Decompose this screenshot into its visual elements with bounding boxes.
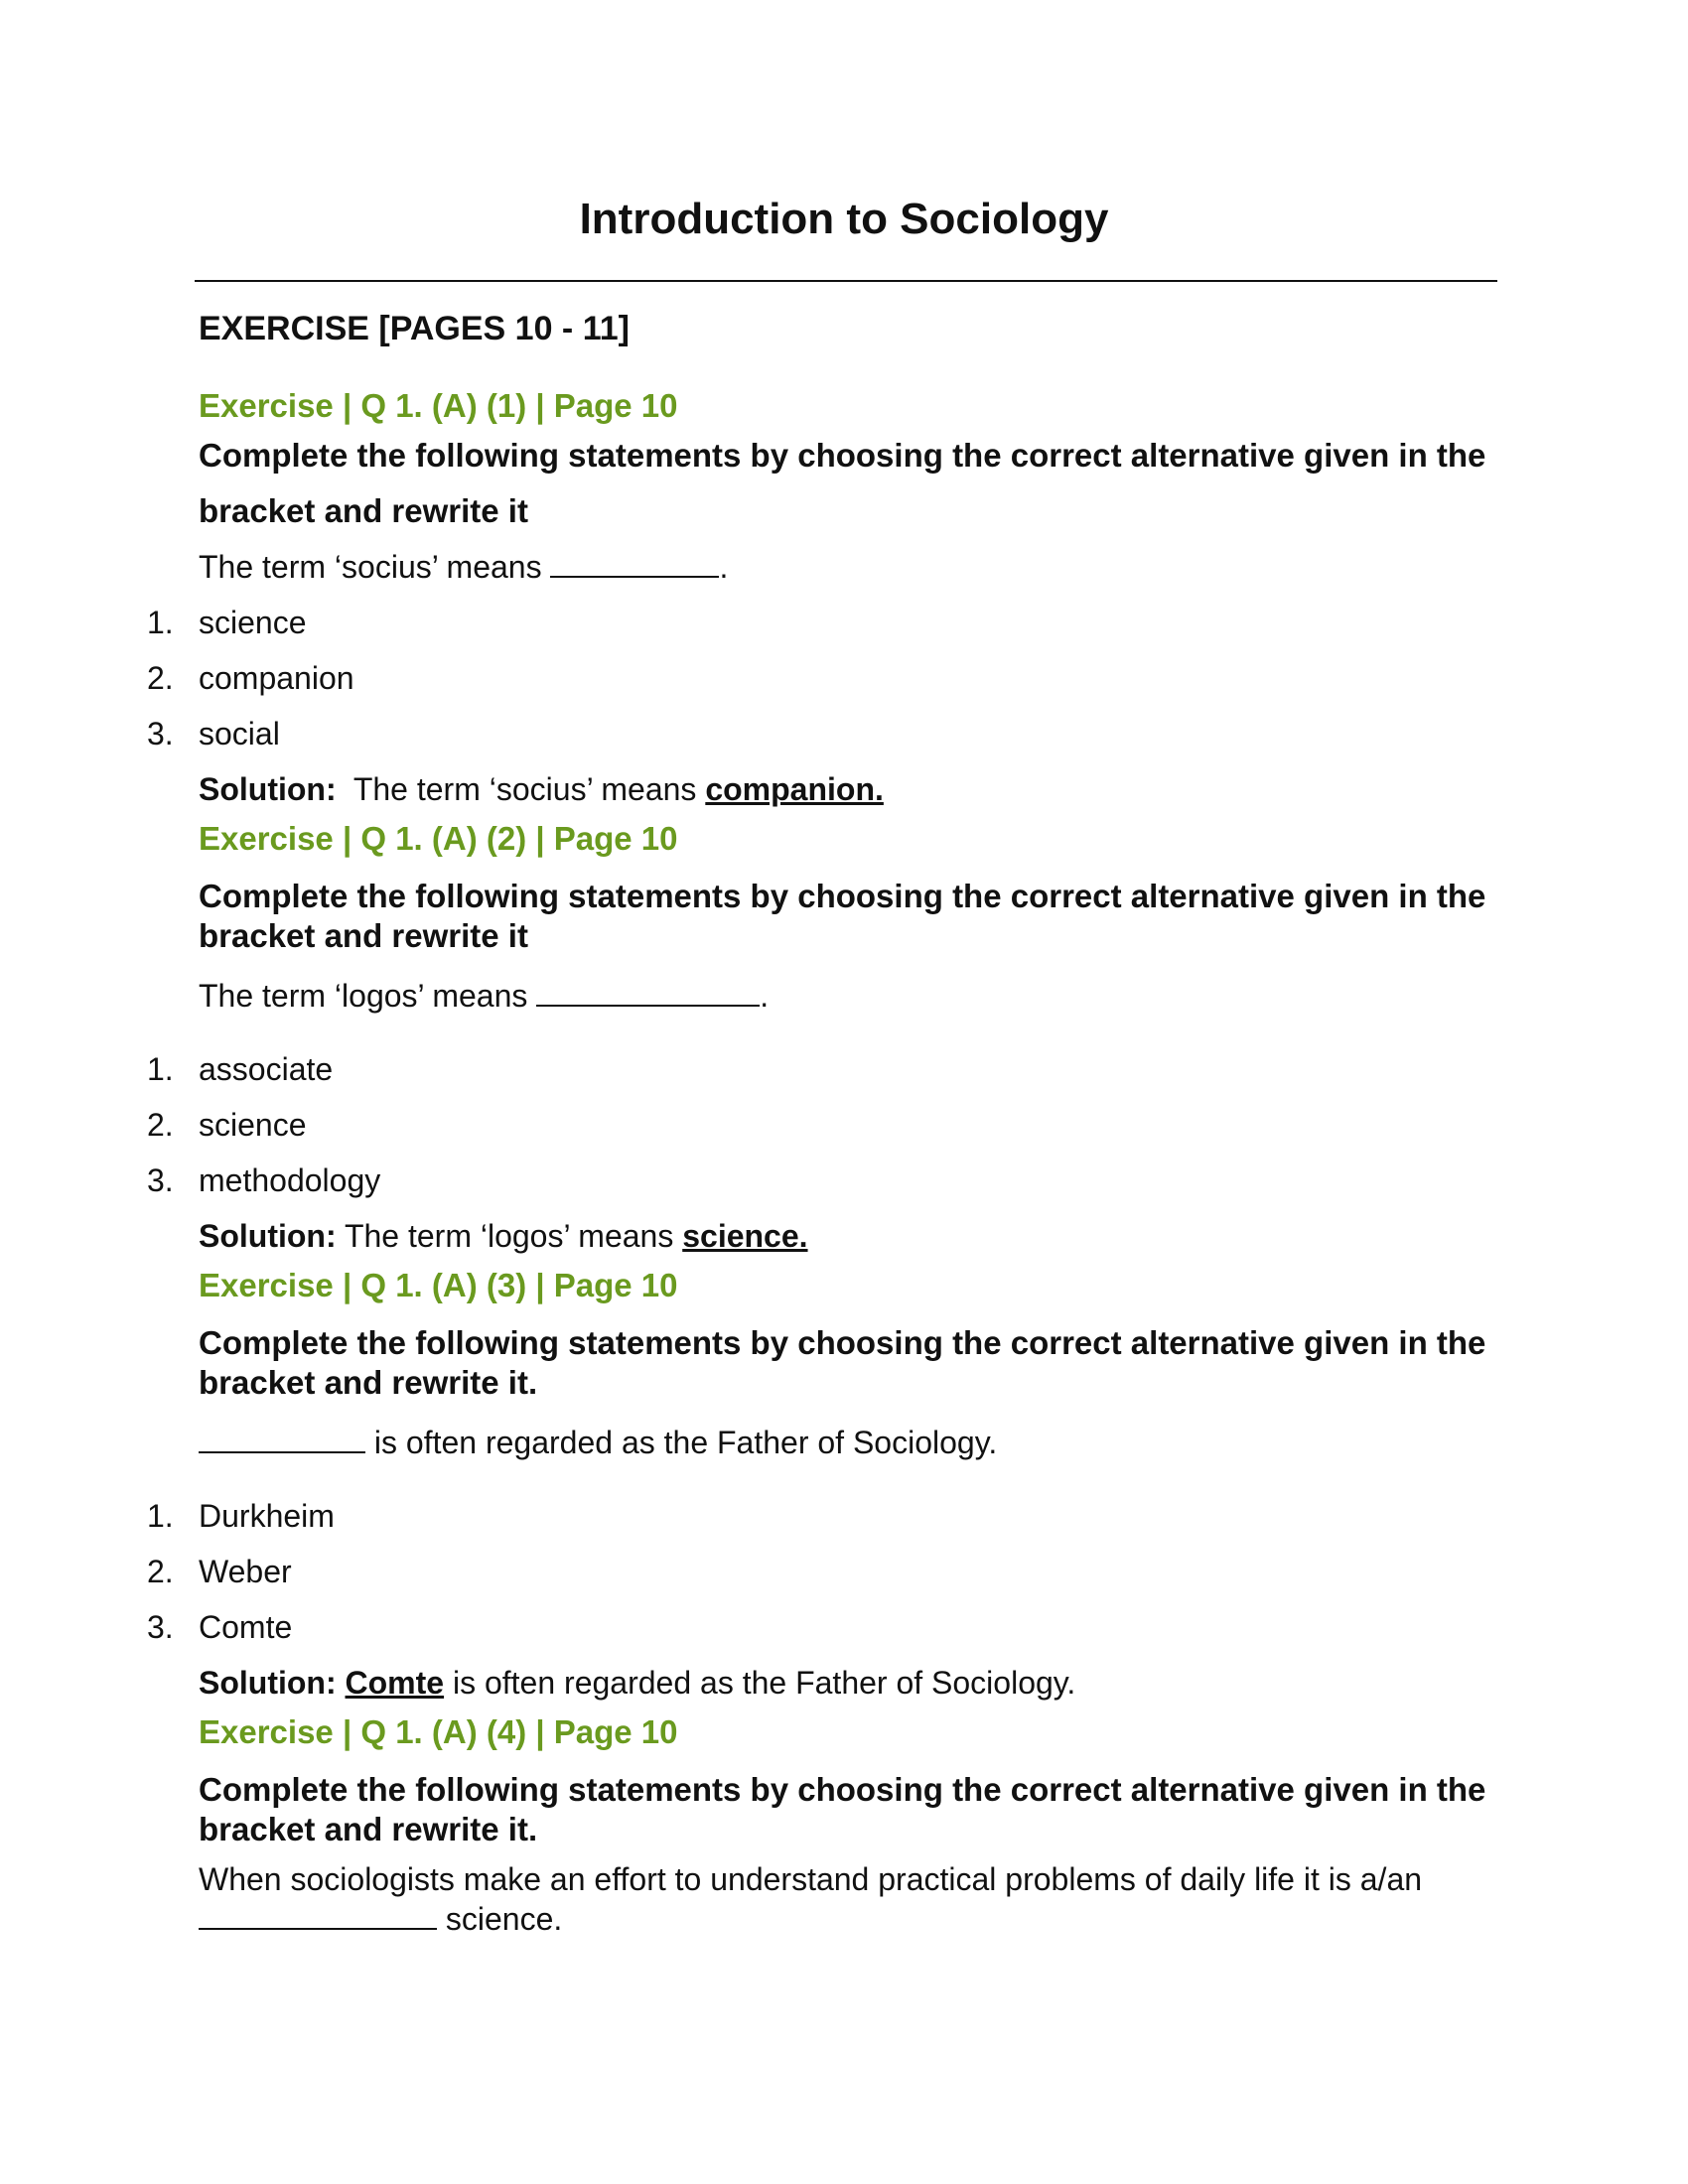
document-content [147, 298, 1489, 1939]
stem-text: The term ‘logos’ means [199, 978, 528, 1014]
question-instruction-4: Complete the following statements by choosing the correct alternative given in the bracket and rewrite it. [199, 1771, 1486, 1847]
solution-text: The term ‘logos’ means [344, 1218, 674, 1254]
question-instruction-3: Complete the following statements by choosing the correct alternative given in the bracket and rewrite it. [199, 1324, 1486, 1401]
stem-text: The term ‘socius’ means [199, 549, 542, 585]
list-item: 1. Durkheim [147, 1498, 335, 1534]
question-ref-3: Exercise | Q 1. (A) (3) | Page 10 [199, 1267, 678, 1303]
page-title: Introduction to Sociology [579, 195, 1109, 243]
options-list-1 [147, 595, 1489, 761]
list-item: 3. Comte [147, 1609, 293, 1645]
question-ref-2: Exercise | Q 1. (A) (2) | Page 10 [199, 820, 678, 857]
solution-label: Solution: [199, 1218, 337, 1254]
answer-blank [199, 1426, 365, 1453]
options-list-3 [147, 1488, 1489, 1655]
question-stem-4 [199, 1859, 1489, 1939]
question-ref-4: Exercise | Q 1. (A) (4) | Page 10 [199, 1713, 678, 1750]
options-list-2 [147, 1041, 1489, 1208]
solution-3 [199, 1655, 1489, 1710]
question-instruction-2: Complete the following statements by choosing the correct alternative given in the bracket and rewrite it [199, 878, 1486, 954]
list-item: 3. methodology [147, 1162, 381, 1198]
question-stem-1 [199, 539, 1489, 595]
solution-2 [199, 1208, 1489, 1264]
answer-blank [199, 1902, 437, 1930]
stem-end: . [760, 978, 770, 1014]
stem-text: is often regarded as the Father of Sociology. [373, 1425, 998, 1460]
stem-text: When sociologists make an effort to understand practical problems of daily life it is a/an [199, 1861, 1423, 1897]
solution-label: Solution: [199, 1665, 337, 1701]
title-divider [195, 280, 1497, 282]
stem-end: science. [445, 1901, 563, 1937]
list-item: 3. social [147, 716, 280, 751]
answer-blank [536, 979, 760, 1007]
solution-text: is often regarded as the Father of Sociology. [452, 1665, 1076, 1701]
exercise-heading: EXERCISE [PAGES 10 - 11] [199, 310, 630, 347]
solution-answer: Comte [345, 1665, 445, 1701]
list-item: 2. science [147, 1107, 307, 1143]
answer-blank [550, 550, 719, 578]
question-stem-3 [199, 1415, 1489, 1470]
stem-end: . [719, 549, 729, 585]
solution-answer: science. [682, 1218, 808, 1254]
list-item: 2. Weber [147, 1554, 292, 1589]
question-ref-1: Exercise | Q 1. (A) (1) | Page 10 [199, 387, 678, 424]
question-stem-2 [199, 968, 1489, 1024]
solution-text: The term ‘socius’ means [352, 771, 697, 807]
solution-answer: companion. [705, 771, 884, 807]
list-item: 1. science [147, 605, 307, 640]
solution-1 [199, 761, 1489, 817]
list-item: 1. associate [147, 1051, 334, 1087]
list-item: 2. companion [147, 660, 354, 696]
question-instruction-1: Complete the following statements by choosing the correct alternative given in the bracket and rewrite it [199, 437, 1486, 529]
solution-label: Solution: [199, 771, 337, 807]
